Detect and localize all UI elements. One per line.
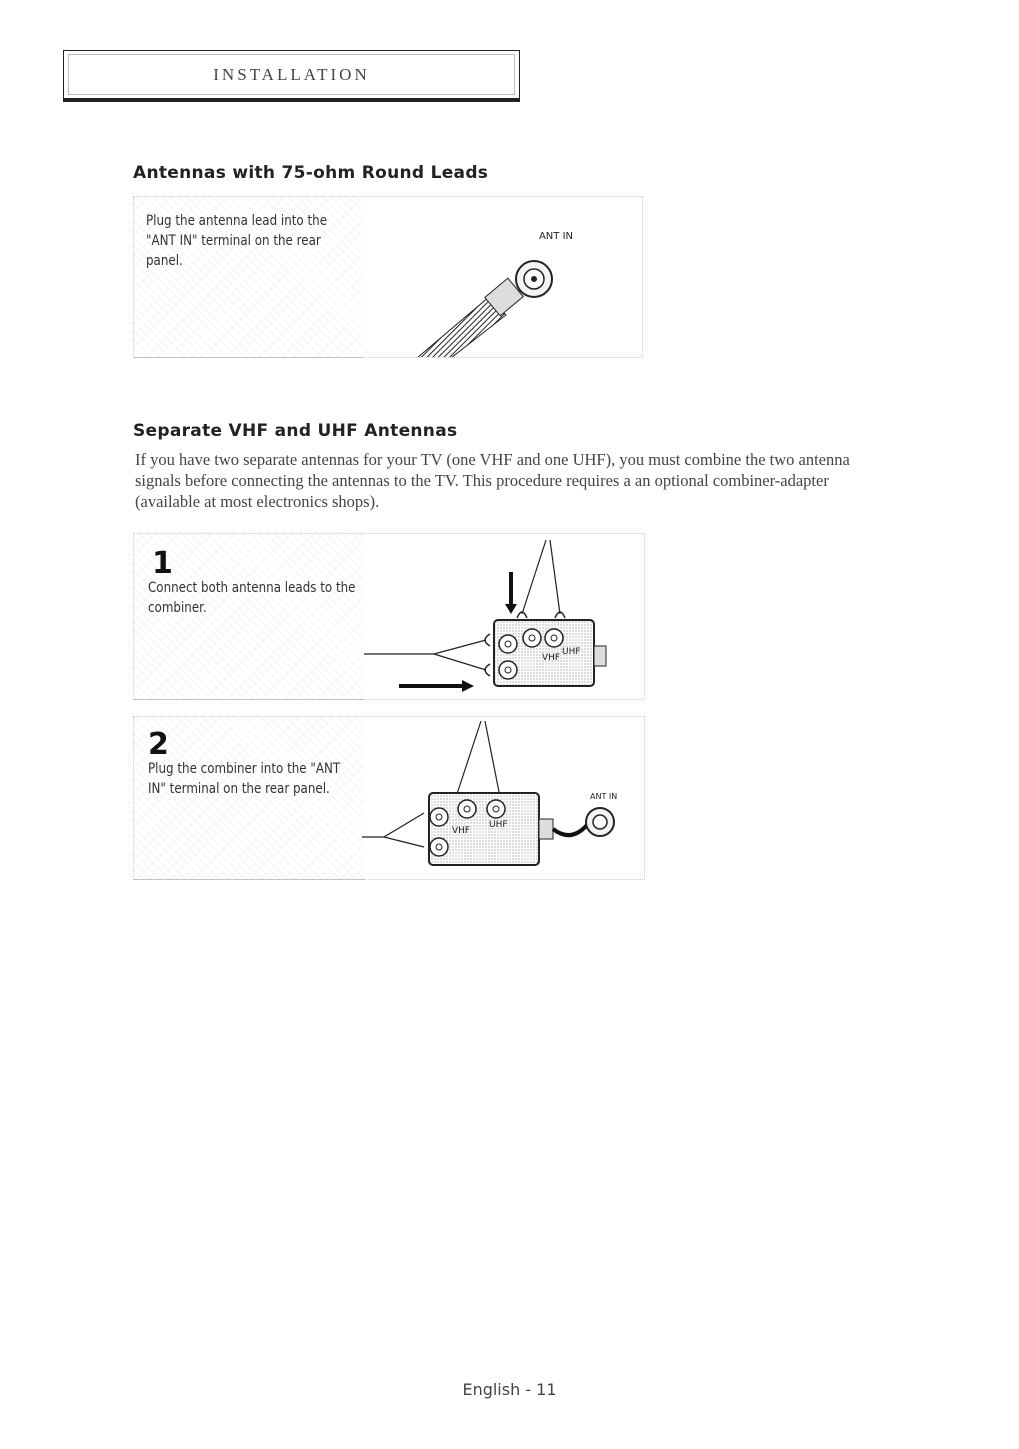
ant-in-label: ANT IN	[590, 792, 618, 801]
figure-75ohm-panel	[133, 196, 643, 358]
uhf-lead	[456, 721, 500, 797]
uhf-terminal-2	[487, 800, 505, 818]
uhf-terminal-2	[545, 629, 563, 647]
step-1-combiner-illustration	[134, 534, 644, 699]
step-2-text: Plug the combiner into the "ANT IN" terminal on the rear panel.	[148, 761, 341, 797]
step-1-panel	[133, 533, 645, 700]
step-1-text: Connect both antenna leads to the combiner.	[148, 580, 356, 616]
vhf-label: VHF	[542, 653, 561, 663]
heading-separate-antennas: Separate VHF and UHF Antennas	[133, 421, 458, 441]
uhf-label: UHF	[489, 820, 508, 830]
ant-in-label: ANT IN	[538, 231, 574, 242]
step-2-combiner-illustration	[134, 717, 644, 879]
uhf-lead	[522, 540, 560, 614]
instruction-text: Plug the antenna lead into the "ANT IN" terminal on the rear panel.	[146, 213, 328, 269]
vhf-lead	[364, 640, 486, 670]
vhf-terminal-2	[430, 838, 448, 856]
section-title: INSTALLATION	[213, 64, 370, 84]
step-1-number: 1	[152, 546, 173, 581]
vhf-terminal-1	[430, 808, 448, 826]
combiner-output	[539, 819, 553, 839]
page-number: English - 11	[462, 1380, 557, 1399]
step-2-panel	[133, 716, 645, 880]
coax-cable	[404, 297, 506, 357]
vhf-lead	[362, 813, 424, 847]
heading-75ohm-leads: Antennas with 75-ohm Round Leads	[133, 163, 489, 183]
vhf-label: VHF	[452, 826, 471, 836]
separate-antennas-body: If you have two separate antennas for your TV (one VHF and one UHF), you must combine the two antenna signals before connecting the antennas to the TV. This procedure requires a an optional combiner-adapter (available at most electronics shops).	[135, 450, 850, 511]
vhf-terminal-2	[499, 661, 517, 679]
uhf-terminal-1	[458, 800, 476, 818]
vhf-terminal-1	[499, 635, 517, 653]
uhf-terminal-1	[523, 629, 541, 647]
coax-cable-illustration	[134, 197, 642, 357]
step-2-number: 2	[148, 727, 169, 762]
section-header	[63, 50, 520, 102]
uhf-label: UHF	[562, 647, 581, 657]
